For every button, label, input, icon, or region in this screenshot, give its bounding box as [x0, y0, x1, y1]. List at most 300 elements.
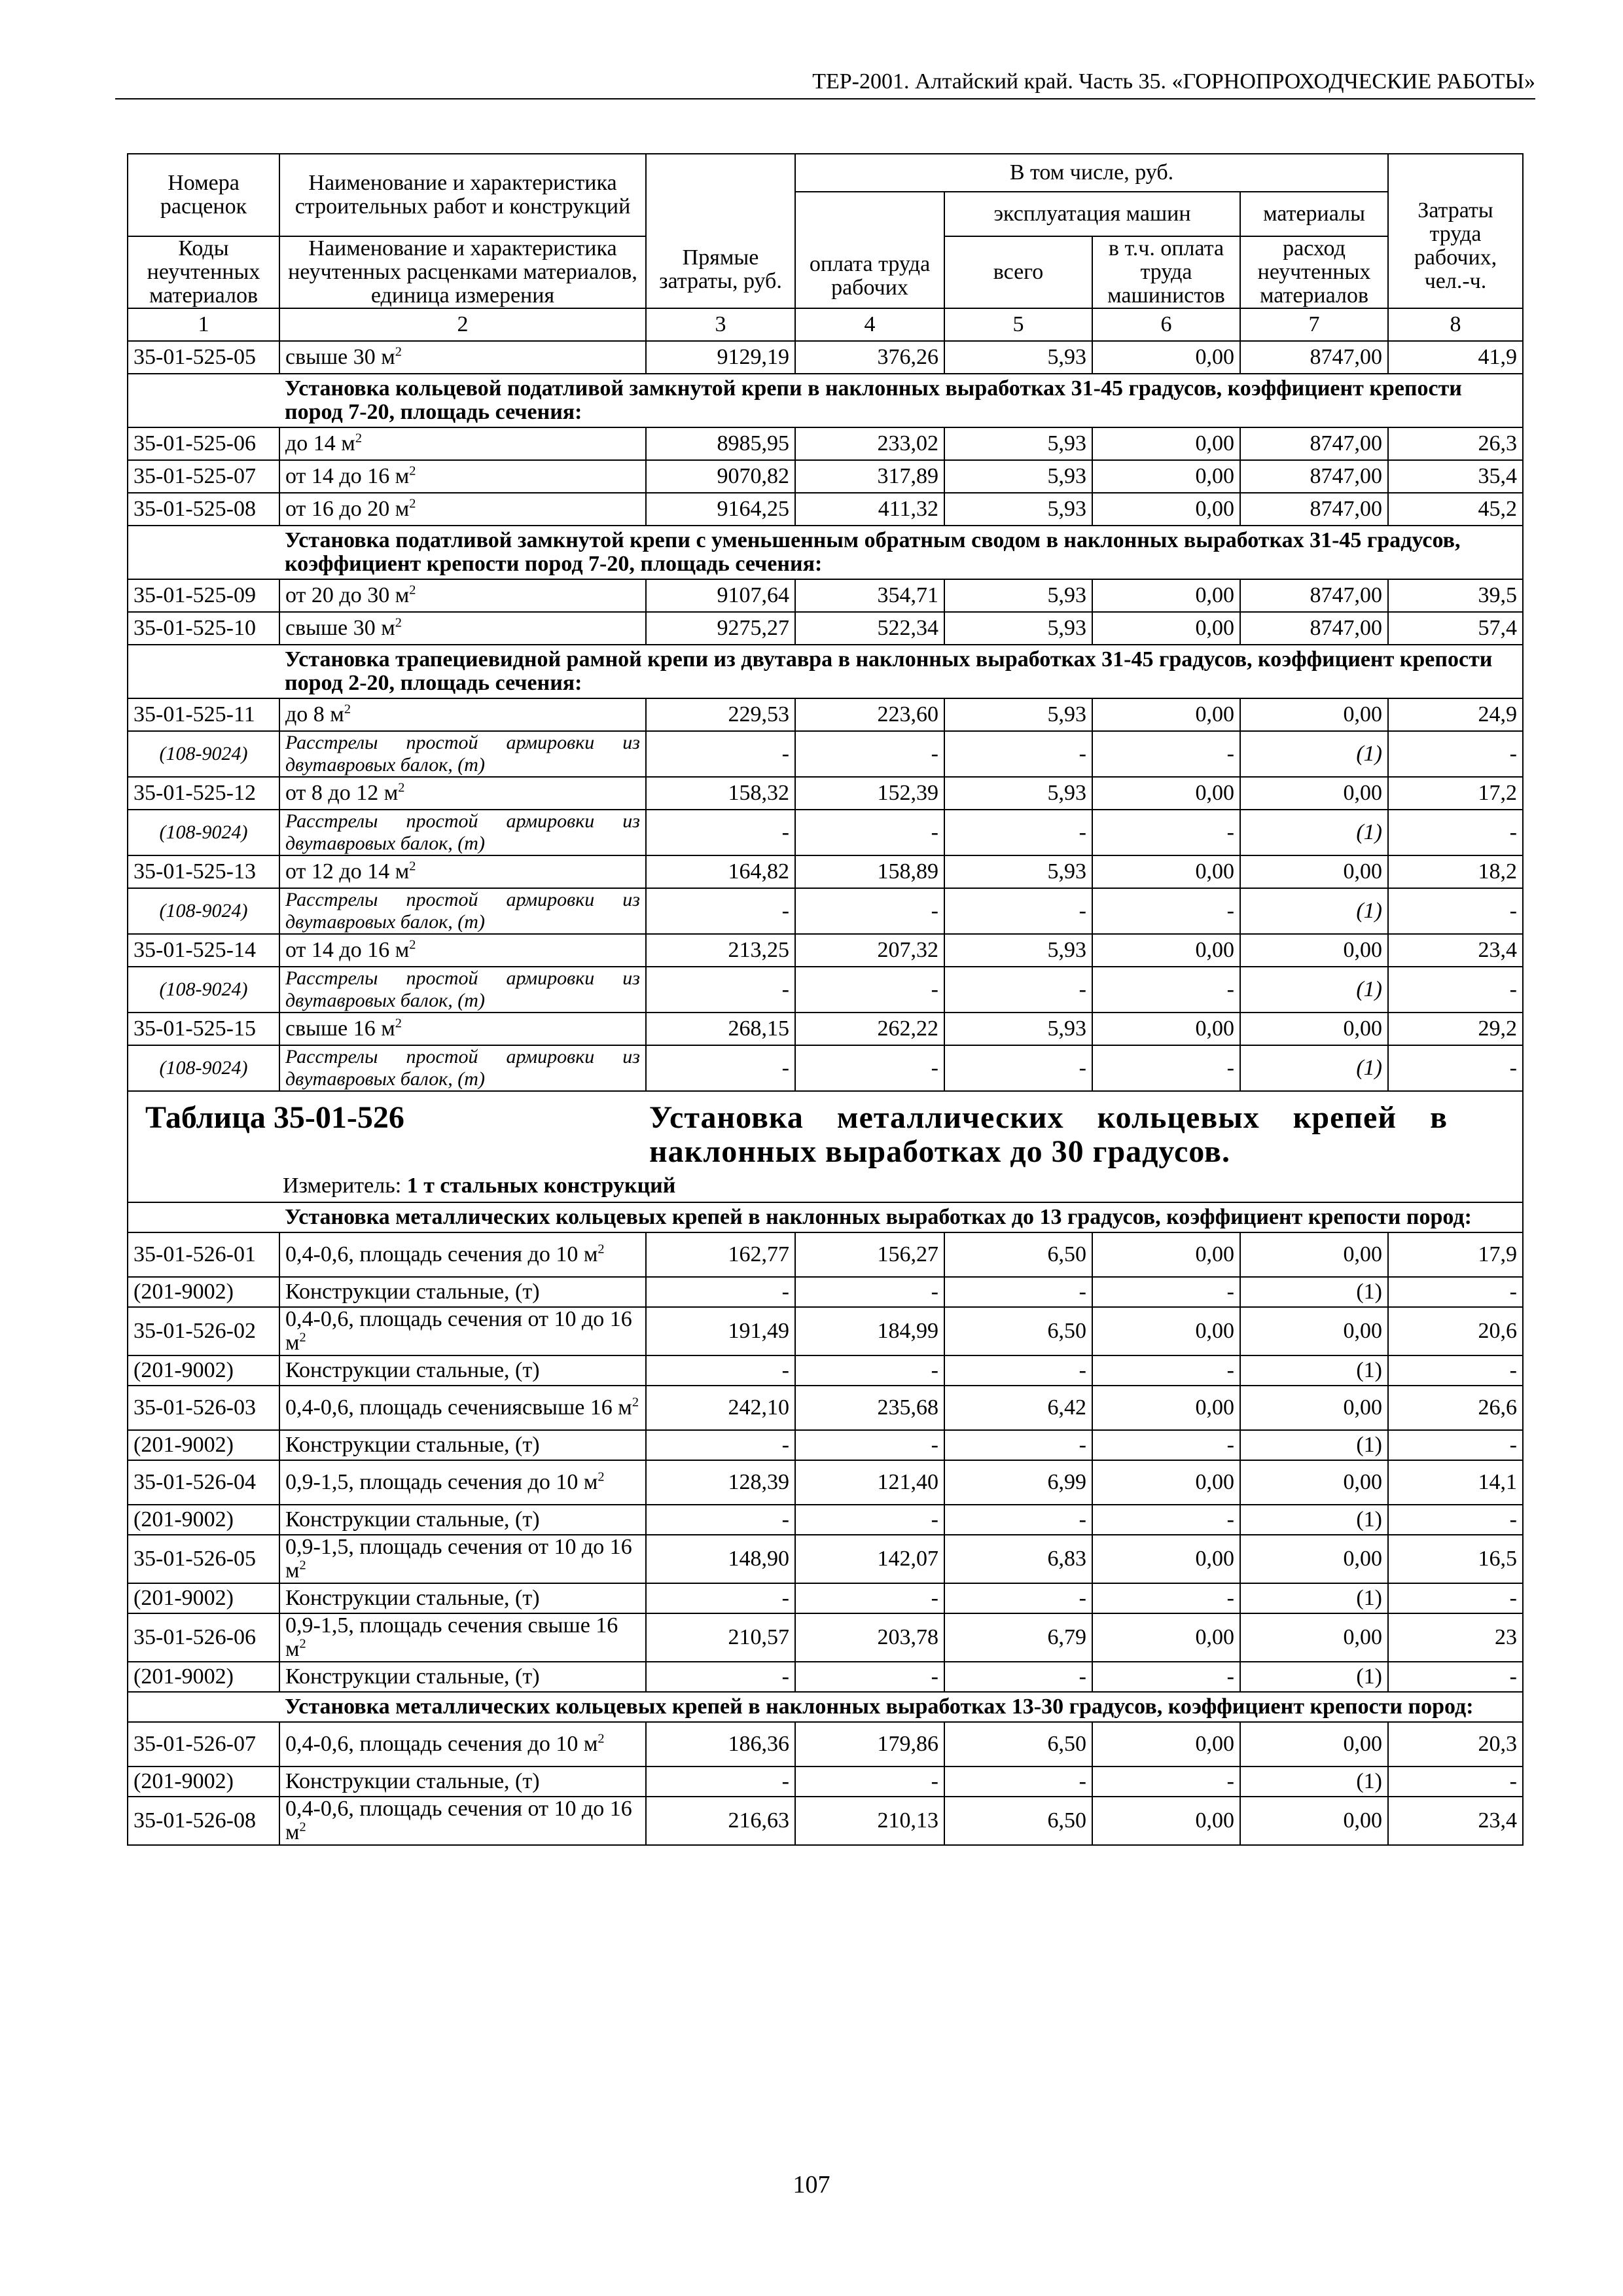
value-cell: 14,1 — [1388, 1460, 1523, 1505]
section-heading: Установка кольцевой податливой замкнутой крепи в наклонных выработках 31-45 градусов, коэффициент крепости пород 7-20, площадь сечения: — [279, 374, 1523, 427]
col-head-labor-pay: оплата труда рабочих — [795, 192, 944, 308]
col-head-unaccounted: расход неучтенных материалов — [1240, 236, 1388, 308]
value-cell: 0,00 — [1240, 1613, 1388, 1662]
value-cell: 5,93 — [944, 579, 1092, 612]
value-cell: - — [1092, 1662, 1240, 1692]
col-number: 2 — [279, 308, 646, 341]
material-code: (201-9002) — [128, 1430, 279, 1460]
material-code: (201-9002) — [128, 1767, 279, 1797]
value-cell: - — [944, 1355, 1092, 1386]
rate-code: 35-01-525-08 — [128, 493, 279, 526]
value-cell: 5,93 — [944, 612, 1092, 645]
value-cell: - — [646, 1277, 795, 1307]
measurement-value: 1 т стальных конструкций — [406, 1174, 676, 1198]
value-cell: - — [646, 1430, 795, 1460]
rate-row — [128, 1722, 1523, 1767]
value-cell: 5,93 — [944, 427, 1092, 460]
rate-name — [279, 427, 646, 460]
value-cell: 8747,00 — [1240, 460, 1388, 493]
value-cell: (1) — [1240, 1355, 1388, 1386]
value-cell: (1) — [1240, 888, 1388, 934]
name-text: Конструкции стальные, (т) — [285, 1664, 540, 1689]
rate-row — [128, 1307, 1523, 1355]
superscript: 2 — [409, 583, 416, 598]
superscript: 2 — [409, 496, 416, 511]
rate-code: 35-01-526-04 — [128, 1460, 279, 1505]
value-cell: 0,00 — [1092, 1460, 1240, 1505]
section-spacer — [128, 1202, 279, 1232]
material-code: (108-9024) — [128, 888, 279, 934]
table-number: Таблица 35-01-526 — [145, 1100, 404, 1135]
value-cell: 0,00 — [1092, 460, 1240, 493]
value-cell: 158,32 — [646, 777, 795, 810]
rate-row — [128, 341, 1523, 374]
superscript: 2 — [299, 1330, 306, 1345]
name-text: 0,4-0,6, площадь сечения от 10 до 16 м — [285, 1797, 632, 1844]
rate-name — [279, 1722, 646, 1767]
value-cell: 0,00 — [1092, 612, 1240, 645]
rate-row — [128, 1460, 1523, 1505]
value-cell: 0,00 — [1092, 493, 1240, 526]
value-cell: - — [795, 1355, 944, 1386]
name-text: 0,9-1,5, площадь сечения до 10 м — [285, 1470, 598, 1494]
value-cell: 39,5 — [1388, 579, 1523, 612]
name-text: Расстрелы простой армировки из двутавровых балок, (т) — [285, 732, 640, 776]
material-name — [279, 1505, 646, 1535]
value-cell: 0,00 — [1240, 1013, 1388, 1045]
value-cell: 0,00 — [1240, 1232, 1388, 1277]
value-cell: - — [646, 1045, 795, 1091]
value-cell: - — [795, 1430, 944, 1460]
value-cell: 0,00 — [1092, 341, 1240, 374]
value-cell: 0,00 — [1240, 1722, 1388, 1767]
section-spacer — [128, 1692, 279, 1722]
value-cell: 17,9 — [1388, 1232, 1523, 1277]
page-number: 107 — [793, 2171, 830, 2198]
value-cell: (1) — [1240, 1277, 1388, 1307]
col-head-name-materials: Наименование и характеристика неучтенных расценками материалов, единица измерения — [279, 236, 646, 308]
col-head-incl-operators: в т.ч. оплата труда машинистов — [1092, 236, 1240, 308]
name-text: свыше 16 м — [285, 1016, 395, 1041]
name-text: от 14 до 16 м — [285, 938, 410, 962]
col-head-direct-costs: Прямые затраты, руб. — [646, 154, 795, 308]
value-cell: 5,93 — [944, 855, 1092, 888]
value-cell: (1) — [1240, 1430, 1388, 1460]
value-cell: - — [944, 1045, 1092, 1091]
name-text: Конструкции стальные, (т) — [285, 1507, 540, 1532]
rate-row — [128, 1013, 1523, 1045]
rate-name — [279, 1613, 646, 1662]
section-heading-row — [128, 1202, 1523, 1232]
superscript: 2 — [299, 1636, 306, 1651]
material-row — [128, 1662, 1523, 1692]
value-cell: 242,10 — [646, 1386, 795, 1430]
rate-row — [128, 460, 1523, 493]
value-cell: - — [944, 1430, 1092, 1460]
rate-code: 35-01-526-03 — [128, 1386, 279, 1430]
value-cell: 35,4 — [1388, 460, 1523, 493]
measurement-label: Измеритель: — [283, 1174, 402, 1198]
col-number: 7 — [1240, 308, 1388, 341]
name-text: 0,4-0,6, площадь сечения от 10 до 16 м — [285, 1307, 632, 1355]
value-cell: 6,50 — [944, 1722, 1092, 1767]
name-text: от 12 до 14 м — [285, 859, 410, 884]
value-cell: - — [1092, 1277, 1240, 1307]
superscript: 2 — [299, 1558, 306, 1573]
superscript: 2 — [299, 1820, 306, 1835]
rate-name — [279, 934, 646, 967]
value-cell: (1) — [1240, 1505, 1388, 1535]
table-heading-row — [128, 1091, 1523, 1202]
value-cell: 0,00 — [1240, 1460, 1388, 1505]
col-head-materials: материалы — [1240, 192, 1388, 236]
value-cell: 152,39 — [795, 777, 944, 810]
value-cell: 0,00 — [1240, 1535, 1388, 1583]
material-name — [279, 1430, 646, 1460]
rate-code: 35-01-526-05 — [128, 1535, 279, 1583]
rate-row — [128, 1232, 1523, 1277]
section-spacer — [128, 526, 279, 579]
value-cell: (1) — [1240, 1767, 1388, 1797]
col-number: 6 — [1092, 308, 1240, 341]
material-name — [279, 810, 646, 855]
value-cell: 210,13 — [795, 1797, 944, 1845]
value-cell: 9070,82 — [646, 460, 795, 493]
value-cell: - — [646, 1767, 795, 1797]
col-number: 5 — [944, 308, 1092, 341]
rate-name — [279, 1460, 646, 1505]
value-cell: - — [944, 1505, 1092, 1535]
value-cell: 223,60 — [795, 698, 944, 731]
value-cell: - — [1092, 967, 1240, 1013]
value-cell: 45,2 — [1388, 493, 1523, 526]
value-cell: - — [1092, 1505, 1240, 1535]
value-cell: 0,00 — [1092, 427, 1240, 460]
value-cell: 0,00 — [1240, 1797, 1388, 1845]
value-cell: 0,00 — [1240, 855, 1388, 888]
name-text: Конструкции стальные, (т) — [285, 1433, 540, 1457]
name-text: от 14 до 16 м — [285, 464, 410, 488]
material-code: (201-9002) — [128, 1355, 279, 1386]
rate-code: 35-01-526-06 — [128, 1613, 279, 1662]
section-heading-row — [128, 374, 1523, 427]
name-text: Конструкции стальные, (т) — [285, 1280, 540, 1304]
value-cell: (1) — [1240, 1583, 1388, 1613]
value-cell: - — [944, 1583, 1092, 1613]
section-heading: Установка трапециевидной рамной крепи из двутавра в наклонных выработках 31-45 градусов, коэффициент крепости пород 2-20, площадь сечения: — [279, 645, 1523, 698]
value-cell: 57,4 — [1388, 612, 1523, 645]
value-cell: - — [646, 967, 795, 1013]
value-cell: - — [1388, 1505, 1523, 1535]
rate-name — [279, 493, 646, 526]
value-cell: (1) — [1240, 1662, 1388, 1692]
name-text: до 8 м — [285, 702, 344, 726]
value-cell: 0,00 — [1092, 1386, 1240, 1430]
value-cell: 0,00 — [1092, 777, 1240, 810]
value-cell: - — [646, 810, 795, 855]
material-name — [279, 967, 646, 1013]
material-row — [128, 1045, 1523, 1091]
rate-name — [279, 1013, 646, 1045]
col-head-incl: В том числе, руб. — [795, 154, 1388, 192]
table-title: Установка металлических кольцевых крепей в наклонных выработках до 30 градусов. — [649, 1100, 1448, 1169]
rate-name — [279, 777, 646, 810]
rate-code: 35-01-525-07 — [128, 460, 279, 493]
value-cell: 26,6 — [1388, 1386, 1523, 1430]
rate-code: 35-01-525-10 — [128, 612, 279, 645]
name-text: свыше 30 м — [285, 616, 395, 640]
rate-code: 35-01-525-14 — [128, 934, 279, 967]
value-cell: - — [1092, 888, 1240, 934]
value-cell: - — [795, 810, 944, 855]
value-cell: 8747,00 — [1240, 341, 1388, 374]
value-cell: 216,63 — [646, 1797, 795, 1845]
value-cell: 268,15 — [646, 1013, 795, 1045]
value-cell: - — [795, 1045, 944, 1091]
material-code: (201-9002) — [128, 1277, 279, 1307]
name-text: Конструкции стальные, (т) — [285, 1586, 540, 1610]
name-text: от 8 до 12 м — [285, 781, 399, 805]
rate-code: 35-01-525-09 — [128, 579, 279, 612]
superscript: 2 — [632, 1395, 639, 1410]
value-cell: 5,93 — [944, 460, 1092, 493]
value-cell: 5,93 — [944, 934, 1092, 967]
superscript: 2 — [409, 859, 416, 874]
value-cell: 203,78 — [795, 1613, 944, 1662]
value-cell: 0,00 — [1240, 934, 1388, 967]
value-cell: 6,50 — [944, 1232, 1092, 1277]
material-name — [279, 731, 646, 777]
material-row — [128, 967, 1523, 1013]
value-cell: 5,93 — [944, 341, 1092, 374]
value-cell: - — [1092, 810, 1240, 855]
value-cell: - — [1388, 1767, 1523, 1797]
value-cell: - — [1388, 810, 1523, 855]
name-text: Расстрелы простой армировки из двутавровых балок, (т) — [285, 889, 640, 933]
value-cell: 522,34 — [795, 612, 944, 645]
value-cell: - — [1388, 1662, 1523, 1692]
superscript: 2 — [409, 463, 416, 478]
section-heading: Установка металлических кольцевых крепей в наклонных выработках до 13 градусов, коэффициент крепости пород: — [279, 1202, 1523, 1232]
rate-code: 35-01-526-01 — [128, 1232, 279, 1277]
value-cell: - — [795, 1505, 944, 1535]
value-cell: (1) — [1240, 1045, 1388, 1091]
rate-row — [128, 1613, 1523, 1662]
value-cell: - — [1388, 967, 1523, 1013]
value-cell: 158,89 — [795, 855, 944, 888]
value-cell: - — [646, 1505, 795, 1535]
value-cell: - — [944, 1767, 1092, 1797]
rate-code: 35-01-525-06 — [128, 427, 279, 460]
value-cell: 5,93 — [944, 777, 1092, 810]
running-header: ТЕР-2001. Алтайский край. Часть 35. «ГОРНОПРОХОДЧЕСКИЕ РАБОТЫ» — [115, 69, 1535, 99]
value-cell: 0,00 — [1092, 1613, 1240, 1662]
value-cell: 411,32 — [795, 493, 944, 526]
col-number: 4 — [795, 308, 944, 341]
value-cell: 191,49 — [646, 1307, 795, 1355]
name-text: Конструкции стальные, (т) — [285, 1769, 540, 1793]
value-cell: 8747,00 — [1240, 493, 1388, 526]
col-head-num-rates: Номера расценок — [128, 154, 279, 236]
value-cell: 20,6 — [1388, 1307, 1523, 1355]
value-cell: 179,86 — [795, 1722, 944, 1767]
rate-row — [128, 855, 1523, 888]
value-cell: 0,00 — [1092, 1722, 1240, 1767]
col-number: 8 — [1388, 308, 1523, 341]
value-cell: 128,39 — [646, 1460, 795, 1505]
value-cell: - — [646, 1662, 795, 1692]
superscript: 2 — [395, 344, 402, 359]
value-cell: - — [1092, 1767, 1240, 1797]
value-cell: 5,93 — [944, 493, 1092, 526]
material-name — [279, 888, 646, 934]
value-cell: - — [1388, 1355, 1523, 1386]
value-cell: 8747,00 — [1240, 427, 1388, 460]
value-cell: 0,00 — [1240, 698, 1388, 731]
value-cell: - — [944, 1277, 1092, 1307]
material-code: (108-9024) — [128, 1045, 279, 1091]
value-cell: 121,40 — [795, 1460, 944, 1505]
name-text: свыше 30 м — [285, 345, 395, 369]
value-cell: - — [795, 1583, 944, 1613]
material-code: (108-9024) — [128, 810, 279, 855]
value-cell: - — [1388, 731, 1523, 777]
value-cell: 229,53 — [646, 698, 795, 731]
rate-name — [279, 1307, 646, 1355]
value-cell: - — [1388, 888, 1523, 934]
rate-name — [279, 341, 646, 374]
value-cell: 8747,00 — [1240, 612, 1388, 645]
value-cell: 0,00 — [1240, 1307, 1388, 1355]
material-row — [128, 1355, 1523, 1386]
value-cell: - — [944, 967, 1092, 1013]
name-text: 0,9-1,5, площадь сечения от 10 до 16 м — [285, 1535, 632, 1583]
rate-name — [279, 460, 646, 493]
rates-table — [127, 153, 1524, 1846]
value-cell: - — [944, 810, 1092, 855]
section-heading-row — [128, 645, 1523, 698]
value-cell: 6,50 — [944, 1797, 1092, 1845]
rate-code: 35-01-525-15 — [128, 1013, 279, 1045]
value-cell: 0,00 — [1240, 777, 1388, 810]
value-cell: 0,00 — [1092, 1307, 1240, 1355]
value-cell: 354,71 — [795, 579, 944, 612]
value-cell: 210,57 — [646, 1613, 795, 1662]
value-cell: 24,9 — [1388, 698, 1523, 731]
value-cell: 29,2 — [1388, 1013, 1523, 1045]
rate-name — [279, 1386, 646, 1430]
name-text: Расстрелы простой армировки из двутавровых балок, (т) — [285, 810, 640, 854]
material-row — [128, 1767, 1523, 1797]
rate-name — [279, 698, 646, 731]
rate-row — [128, 1797, 1523, 1845]
material-code: (201-9002) — [128, 1505, 279, 1535]
value-cell: 26,3 — [1388, 427, 1523, 460]
value-cell: 8985,95 — [646, 427, 795, 460]
value-cell: 148,90 — [646, 1535, 795, 1583]
superscript: 2 — [597, 1731, 605, 1746]
material-row — [128, 1583, 1523, 1613]
value-cell: 0,00 — [1092, 855, 1240, 888]
rate-name — [279, 579, 646, 612]
value-cell: (1) — [1240, 810, 1388, 855]
name-text: Конструкции стальные, (т) — [285, 1358, 540, 1382]
value-cell: - — [795, 1277, 944, 1307]
col-head-codes: Коды неучтенных материалов — [128, 236, 279, 308]
rate-name — [279, 612, 646, 645]
value-cell: 41,9 — [1388, 341, 1523, 374]
measurement-unit — [128, 1169, 1522, 1202]
rate-code: 35-01-525-13 — [128, 855, 279, 888]
col-head-name-works: Наименование и характеристика строительных работ и конструкций — [279, 154, 646, 236]
rate-row — [128, 493, 1523, 526]
value-cell: 17,2 — [1388, 777, 1523, 810]
material-code: (108-9024) — [128, 731, 279, 777]
rate-row — [128, 427, 1523, 460]
rate-code: 35-01-526-07 — [128, 1722, 279, 1767]
name-text: Расстрелы простой армировки из двутавровых балок, (т) — [285, 967, 640, 1011]
value-cell: 184,99 — [795, 1307, 944, 1355]
value-cell: 8747,00 — [1240, 579, 1388, 612]
rate-code: 35-01-526-02 — [128, 1307, 279, 1355]
value-cell: 9275,27 — [646, 612, 795, 645]
rate-name — [279, 1797, 646, 1845]
name-text: 0,9-1,5, площадь сечения свыше 16 м — [285, 1613, 618, 1661]
section-heading-row — [128, 526, 1523, 579]
value-cell: 0,00 — [1092, 579, 1240, 612]
value-cell: 162,77 — [646, 1232, 795, 1277]
superscript: 2 — [355, 431, 363, 446]
value-cell: 18,2 — [1388, 855, 1523, 888]
value-cell: 0,00 — [1240, 1386, 1388, 1430]
superscript: 2 — [344, 702, 351, 717]
material-row — [128, 731, 1523, 777]
value-cell: (1) — [1240, 967, 1388, 1013]
value-cell: 6,99 — [944, 1460, 1092, 1505]
section-heading: Установка податливой замкнутой крепи с уменьшенным обратным сводом в наклонных выработках 31-45 градусов, коэффициент крепости пород 7-20, площадь сечения: — [279, 526, 1523, 579]
superscript: 2 — [597, 1469, 605, 1484]
name-text: от 16 до 20 м — [285, 497, 410, 521]
superscript: 2 — [597, 1242, 605, 1257]
material-row — [128, 810, 1523, 855]
name-text: 0,4-0,6, площадь сечения до 10 м — [285, 1732, 598, 1756]
material-name — [279, 1045, 646, 1091]
value-cell: - — [795, 888, 944, 934]
section-spacer — [128, 645, 279, 698]
value-cell: 0,00 — [1092, 1535, 1240, 1583]
name-text: 0,4-0,6, площадь сечениясвыше 16 м — [285, 1395, 632, 1420]
col-number: 1 — [128, 308, 279, 341]
value-cell: 262,22 — [795, 1013, 944, 1045]
value-cell: - — [1388, 1045, 1523, 1091]
material-name — [279, 1767, 646, 1797]
value-cell: 164,82 — [646, 855, 795, 888]
rate-row — [128, 698, 1523, 731]
value-cell: - — [944, 731, 1092, 777]
value-cell: 23,4 — [1388, 1797, 1523, 1845]
value-cell: 6,79 — [944, 1613, 1092, 1662]
value-cell: 23 — [1388, 1613, 1523, 1662]
rate-row — [128, 612, 1523, 645]
value-cell: 6,83 — [944, 1535, 1092, 1583]
rate-name — [279, 1535, 646, 1583]
material-name — [279, 1355, 646, 1386]
value-cell: 0,00 — [1092, 1013, 1240, 1045]
value-cell: (1) — [1240, 731, 1388, 777]
value-cell: - — [1388, 1583, 1523, 1613]
value-cell: 9107,64 — [646, 579, 795, 612]
value-cell: 23,4 — [1388, 934, 1523, 967]
